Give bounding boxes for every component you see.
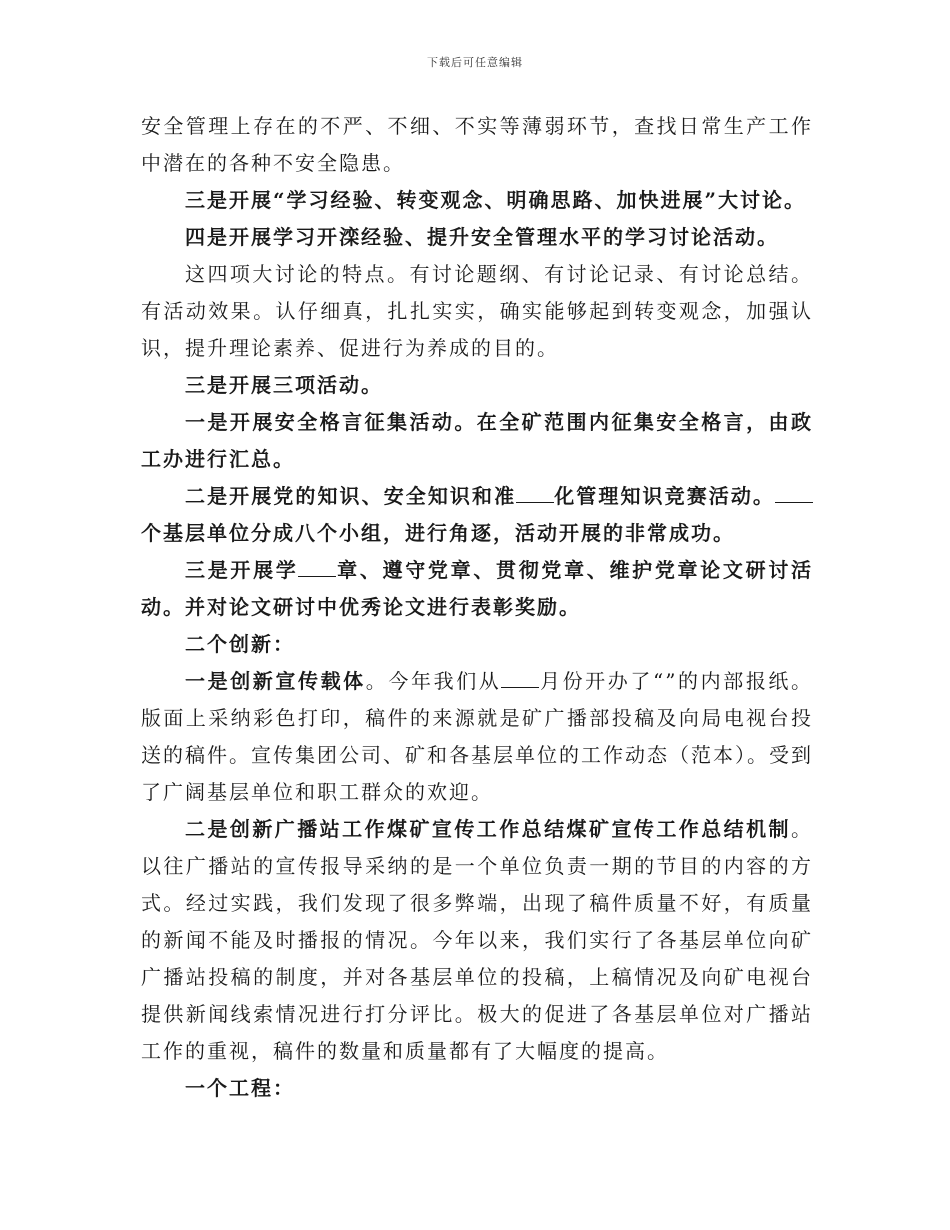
fill-blank bbox=[775, 484, 813, 503]
paragraph-7-part1: 二是开展党的知识、安全知识和准 bbox=[185, 484, 517, 508]
paragraph-8-part1: 三是开展学 bbox=[185, 558, 299, 582]
paragraph-7 bbox=[141, 478, 813, 552]
fill-blank bbox=[298, 558, 336, 577]
paragraph-7-part2: 化管理知识竞赛活动。 bbox=[554, 484, 776, 508]
document-body bbox=[141, 108, 813, 1107]
paragraph-8 bbox=[141, 552, 813, 626]
paragraph-1: 安全管理上存在的不严、不细、不实等薄弱环节，查找日常生产工作中潜在的各种不安全隐患。 bbox=[141, 114, 813, 175]
fill-blank bbox=[501, 669, 539, 688]
page-header: 下载后可任意编辑 bbox=[427, 56, 523, 69]
paragraph-8-part2: 章、遵守党章、贯彻党章、维护党章论文研讨活动。并对论文研讨中优秀论文进行表彰奖励。 bbox=[141, 558, 814, 619]
paragraph-3: 四是开展学习开滦经验、提升安全管理水平的学习讨论活动。 bbox=[185, 225, 779, 249]
paragraph-6: 一是开展安全格言征集活动。在全矿范围内征集安全格言，由政工办进行汇总。 bbox=[141, 410, 813, 471]
paragraph-7-part3: 个基层单位分成八个小组，进行角逐，活动开展的非常成功。 bbox=[141, 521, 735, 545]
fill-blank bbox=[516, 484, 554, 503]
paragraph-4: 这四项大讨论的特点。有讨论题纲、有讨论记录、有讨论总结。有活动效果。认仔细真，扎扎实实，确实能够起到转变观念，加强认识，提升理论素养、促进行为养成的目的。 bbox=[141, 262, 813, 360]
paragraph-11-rest: 。以往广播站的宣传报导采纳的是一个单位负责一期的节目的内容的方式。经过实践，我们发现了很多弊端，出现了稿件质量不好，有质量的新闻不能及时播报的情况。今年以来，我们实行了各基层单位向矿广播站投稿的制度，并对各基层单位的投稿，上稿情况及向矿电视台提供新闻线索情况进行打分评比。极大的促进了各基层单位对广播站工作的重视，稿件的数量和质量都有了大幅度的提高。 bbox=[141, 817, 813, 1063]
paragraph-2: 三是开展“学习经验、转变观念、明确思路、加快进展”大讨论。 bbox=[185, 188, 807, 212]
paragraph-11 bbox=[141, 811, 813, 1070]
paragraph-5: 三是开展三项活动。 bbox=[185, 373, 383, 397]
paragraph-10-lead: 一是创新宣传载体 bbox=[185, 669, 366, 693]
paragraph-11-lead: 二是创新广播站工作煤矿宣传工作总结煤矿宣传工作总结机制 bbox=[185, 817, 791, 841]
paragraph-12: 一个工程： bbox=[185, 1076, 295, 1100]
paragraph-10 bbox=[141, 663, 813, 811]
paragraph-10-part1: 。今年我们从 bbox=[365, 669, 502, 693]
paragraph-10-part2: 月份开办了“”的内部报纸。版面上采纳彩色打印，稿件的来源就是矿广播部投稿及向局电视台投送的稿件。宣传集团公司、矿和各基层单位的工作动态（范本）。受到了广阔基层单位和职工群众的欢迎。 bbox=[141, 669, 814, 804]
paragraph-9: 二个创新： bbox=[185, 632, 295, 656]
